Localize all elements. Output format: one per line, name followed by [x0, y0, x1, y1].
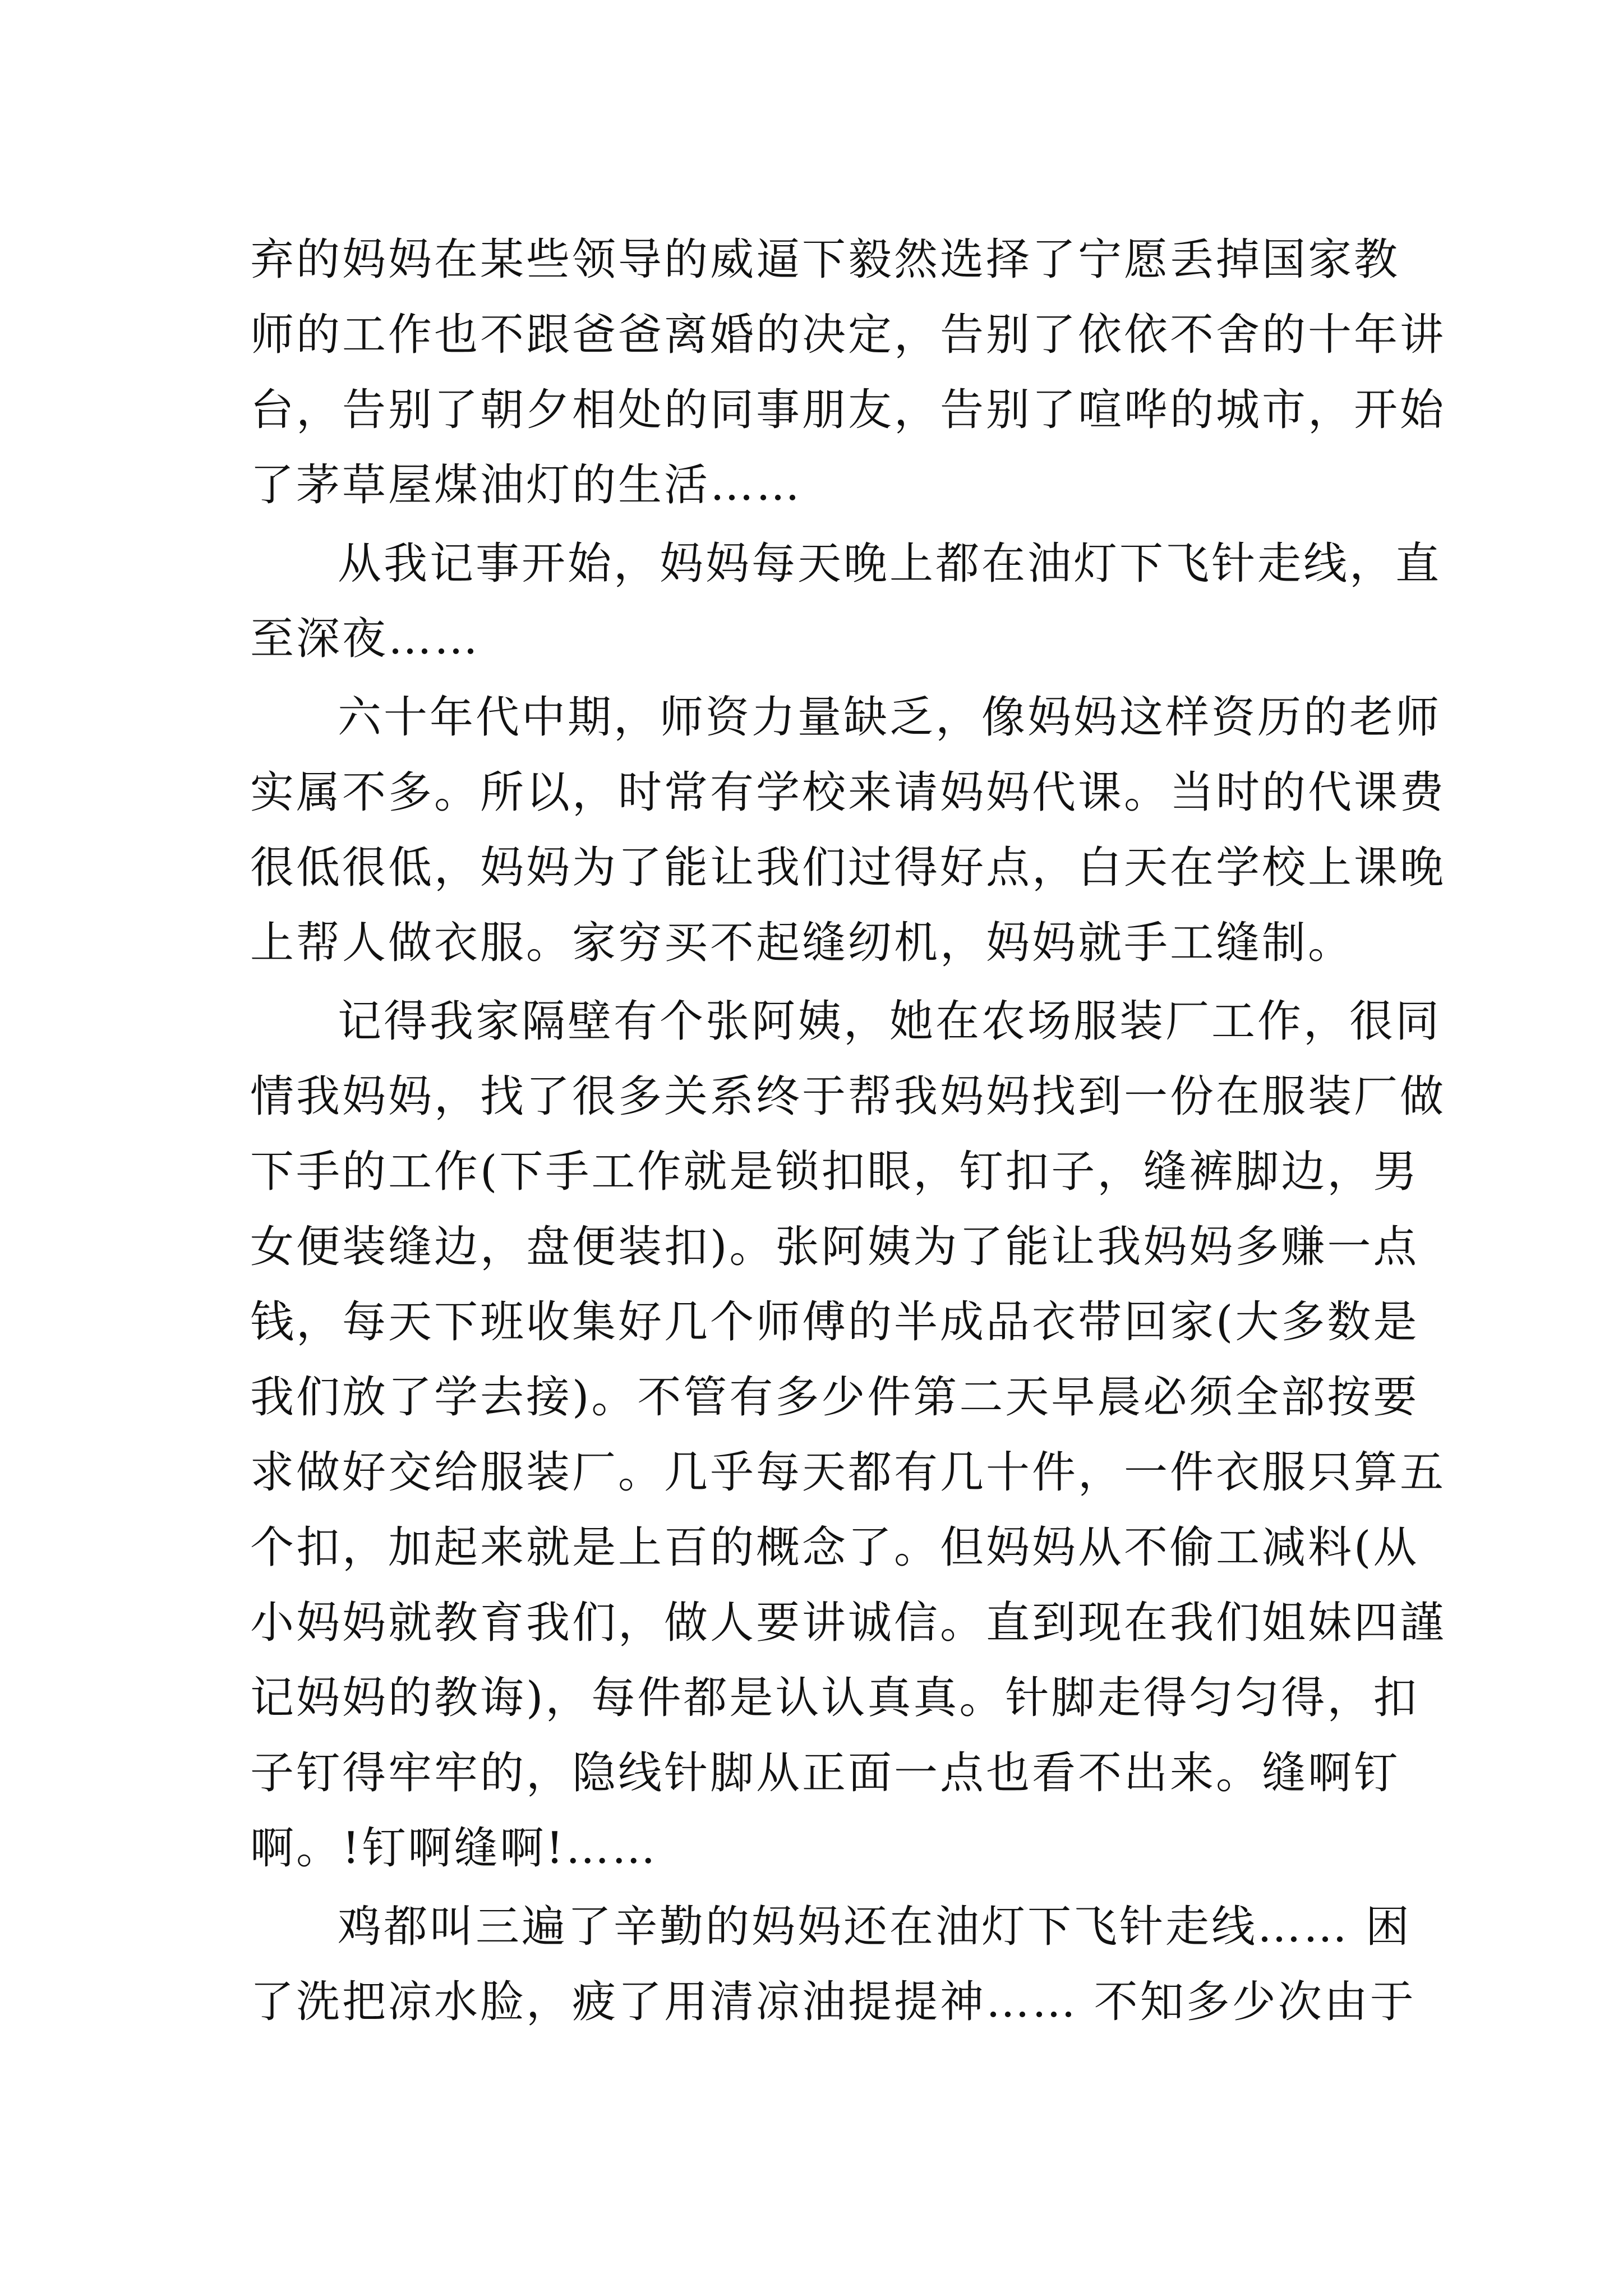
document-body [250, 222, 1446, 2043]
text-line: 实属不多。所以，时常有学校来请妈妈代课。当时的代课费 [250, 767, 1446, 818]
text-line: 弃的妈妈在某些领导的威逼下毅然选择了宁愿丢掉国家教 [250, 234, 1400, 285]
paragraph-4 [250, 984, 1446, 1886]
text-line: 钱，每天下班收集好几个师傅的半成品衣带回家(大多数是 [250, 1297, 1419, 1347]
text-line: 下手的工作(下手工作就是锁扣眼，钉扣子，缝裤脚边，男 [250, 1147, 1419, 1197]
paragraph-3 [250, 680, 1446, 981]
text-line: 我们放了学去接)。不管有多少件第二天早晨必须全部按要 [250, 1372, 1419, 1423]
text-line: 至深夜…… [250, 614, 481, 664]
text-line: 子钉得牢牢的，隐线针脚从正面一点也看不出来。缝啊钉 [250, 1748, 1400, 1798]
text-line: 很低很低，妈妈为了能让我们过得好点，白天在学校上课晚 [250, 843, 1446, 893]
text-line: 女便装缝边，盘便装扣)。张阿姨为了能让我妈妈多赚一点 [250, 1222, 1419, 1272]
text-line: 情我妈妈，找了很多关系终于帮我妈妈找到一份在服装厂做 [250, 1071, 1446, 1122]
text-line: 从我记事开始，妈妈每天晚上都在油灯下飞针走线，直 [338, 539, 1442, 589]
text-line: 台，告别了朝夕相处的同事朋友，告别了喧哗的城市，开始 [250, 385, 1446, 435]
text-line: 小妈妈就教育我们，做人要讲诚信。直到现在我们姐妹四謹 [250, 1598, 1446, 1648]
text-line: 记妈妈的教诲)，每件都是认认真真。针脚走得匀匀得，扣 [250, 1673, 1419, 1723]
text-line: 鸡都叫三遍了辛勤的妈妈还在油灯下飞针走线…… 困 [338, 1902, 1412, 1952]
text-line: 个扣，加起来就是上百的概念了。但妈妈从不偷工减料(从 [250, 1522, 1419, 1573]
text-line: 了洗把凉水脸，疲了用清凉油提提神…… 不知多少次由于 [250, 1977, 1416, 2027]
text-line: 记得我家隔壁有个张阿姨，她在农场服装厂工作，很同 [338, 996, 1442, 1047]
text-line: 求做好交给服装厂。几乎每天都有几十件，一件衣服只算五 [250, 1447, 1446, 1498]
paragraph-2 [250, 526, 1442, 677]
text-line: 六十年代中期，师资力量缺乏，像妈妈这样资历的老师 [338, 692, 1442, 743]
paragraph-1 [250, 222, 1446, 523]
text-line: 了茅草屋煤油灯的生活…… [250, 460, 803, 510]
paragraph-5 [250, 1889, 1416, 2040]
text-line: 啊。!钉啊缝啊!…… [250, 1823, 658, 1874]
text-line: 上帮人做衣服。家穷买不起缝纫机，妈妈就手工缝制。 [250, 918, 1354, 968]
text-line: 师的工作也不跟爸爸离婚的决定，告别了依依不舍的十年讲 [250, 310, 1446, 360]
